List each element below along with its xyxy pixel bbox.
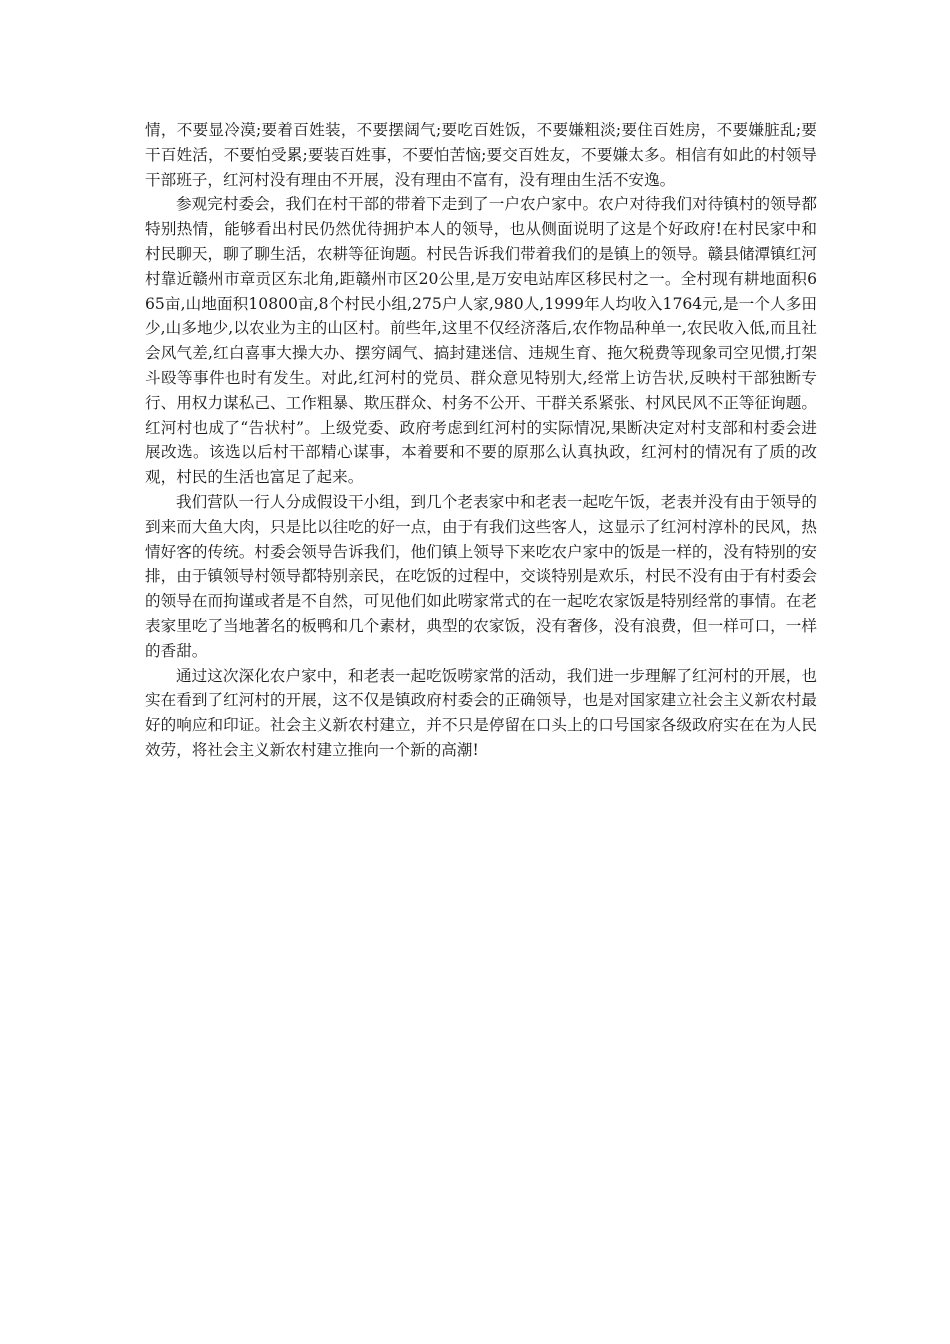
paragraph-village-visit: 参观完村委会，我们在村干部的带着下走到了一户农户家中。农户对待我们对待镇村的领导都特别热情，能够看出村民仍然优待拥护本人的领导，也从侧面说明了这是个好政府!在村民家中和村民聊天，聊了聊生活，农耕等征询题。村民告诉我们带着我们的是镇上的领导。赣县储潭镇红河村靠近赣州市章贡区东北角,距赣州市区20公里,是万安电站库区移民村之一。全村现有耕地面积665亩,山地面积10800亩,8个村民小组,275户人家,980人,1999年人均收入1764元,是一个人多田少,山多地少,以农业为主的山区村。前些年,这里不仅经济落后,农作物品种单一,农民收入低,而且社会风气差,红白喜事大操大办、摆穷阔气、搞封建迷信、违规生育、拖欠税费等现象司空见惯,打架斗殴等事件也时有发生。对此,红河村的党员、群众意见特别大,经常上访告状,反映村干部独断专行、用权力谋私己、工作粗暴、欺压群众、村务不公开、干群关系紧张、村风民风不正等征询题。红河村也成了“告状村”。上级党委、政府考虑到红河村的实际情况,果断决定对村支部和村委会进展改选。该选以后村干部精心谋事，本着要和不要的原那么认真执政，红河村的情况有了质的改观，村民的生活也富足了起来。 xyxy=(145,195,817,487)
paragraph-lunch: 我们营队一行人分成假设干小组，到几个老表家中和老表一起吃午饭，老表并没有由于领导的到来而大鱼大肉，只是比以往吃的好一点，由于有我们这些客人，这显示了红河村淳朴的民风，热情好客的传统。村委会领导告诉我们，他们镇上领导下来吃农户家中的饭是一样的，没有特别的安排，由于镇领导村领导都特别亲民，在吃饭的过程中，交谈特别是欢乐，村民不没有由于有村委会的领导在而拘谨或者是不自然，可见他们如此唠家常式的在一起吃农家饭是特别经常的事情。在老表家里吃了当地著名的板鸭和几个素材，典型的农家饭，没有奢侈，没有浪费，但一样可口，一样的香甜。 xyxy=(145,492,817,660)
paragraph-conclusion: 通过这次深化农户家中，和老表一起吃饭唠家常的活动，我们进一步理解了红河村的开展，也实在看到了红河村的开展，这不仅是镇政府村委会的正确领导，也是对国家建立社会主义新农村最好的响应和印证。社会主义新农村建立，并不只是停留在口头上的口号国家各级政府实在在为人民效劳，将社会主义新农村建立推向一个新的高潮! xyxy=(145,666,817,759)
document-page xyxy=(145,118,817,763)
paragraph-continuation: 情，不要显冷漠;要着百姓装，不要摆阔气;要吃百姓饭，不要嫌粗淡;要住百姓房，不要嫌脏乱;要干百姓活，不要怕受累;要装百姓事，不要怕苦恼;要交百姓友，不要嫌太多。相信有如此的村领导干部班子，红河村没有理由不开展，没有理由不富有，没有理由生活不安逸。 xyxy=(145,121,818,189)
